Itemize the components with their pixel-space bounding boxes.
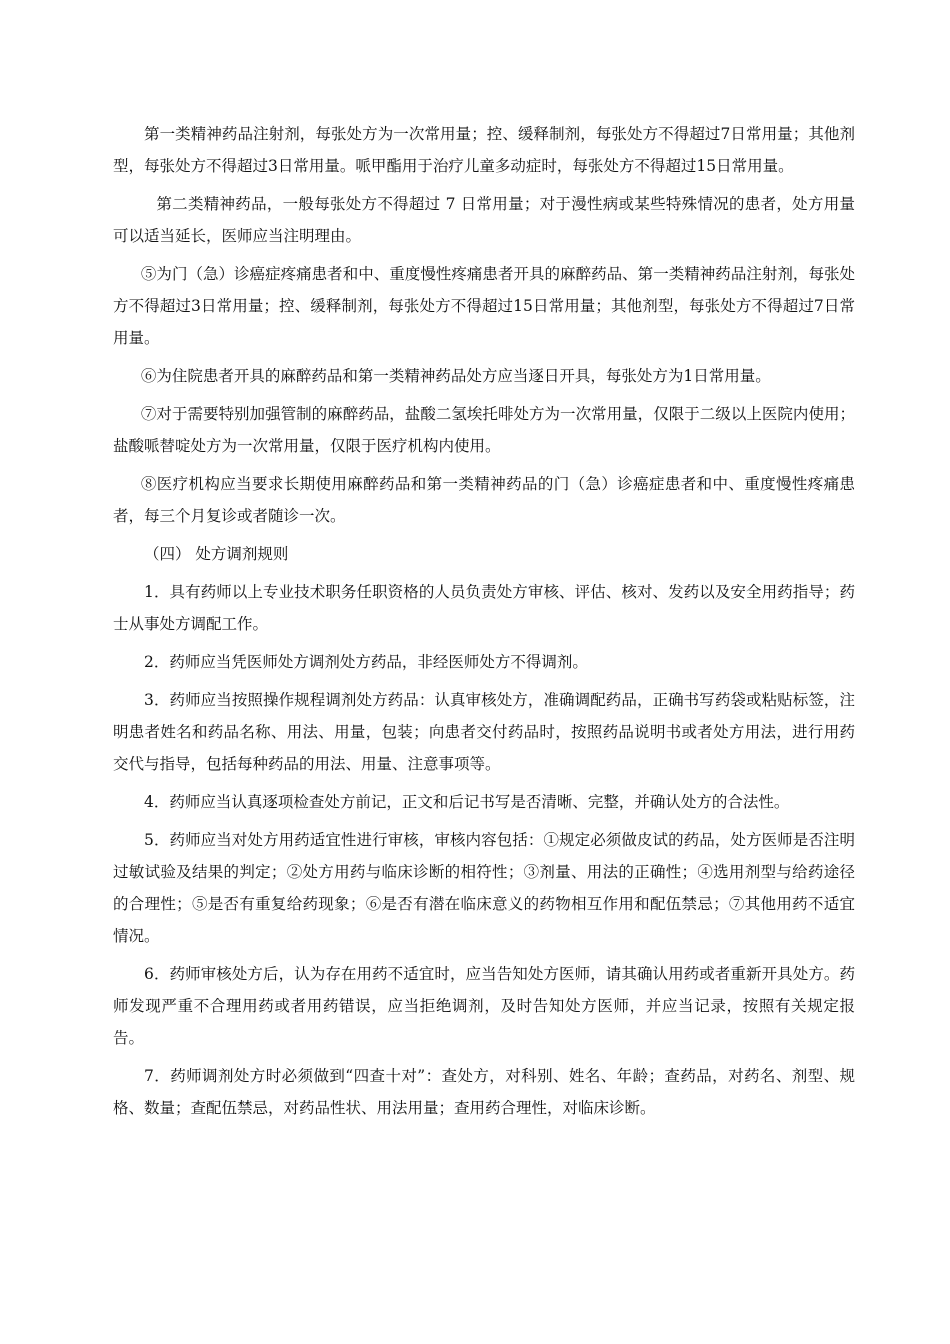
paragraph-item-5: ⑤为门（急）诊癌症疼痛患者和中、重度慢性疼痛患者开具的麻醉药品、第一类精神药品注射剂，每张处方不得超过3日常用量；控、缓释制剂，每张处方不得超过15日常用量；其他剂型，每张处方不得超过7日常用量。 bbox=[113, 265, 855, 348]
paragraph-rule-1: 1．具有药师以上专业技术职务任职资格的人员负责处方审核、评估、核对、发药以及安全用药指导；药士从事处方调配工作。 bbox=[113, 582, 855, 633]
paragraph-item-8: ⑧医疗机构应当要求长期使用麻醉药品和第一类精神药品的门（急）诊癌症患者和中、重度慢性疼痛患者，每三个月复诊或者随诊一次。 bbox=[113, 475, 855, 526]
paragraph-item-6: ⑥为住院患者开具的麻醉药品和第一类精神药品处方应当逐日开具，每张处方为1日常用量。 bbox=[140, 367, 771, 386]
paragraph-rule-5: 5．药师应当对处方用药适宜性进行审核，审核内容包括：①规定必须做皮试的药品，处方医师是否注明过敏试验及结果的判定；②处方用药与临床诊断的相符性；③剂量、用法的正确性；④选用剂型与给药途径的合理性；⑤是否有重复给药现象；⑥是否有潜在临床意义的药物相互作用和配伍禁忌；⑦其他用药不适宜情况。 bbox=[113, 830, 855, 946]
paragraph-rule-7: 7．药师调剂处方时必须做到“四查十对”：查处方，对科别、姓名、年龄；查药品，对药名、剂型、规格、数量；查配伍禁忌，对药品性状、用法用量；查用药合理性，对临床诊断。 bbox=[113, 1067, 855, 1118]
paragraph-first-class-psychotropic: 第一类精神药品注射剂，每张处方为一次常用量；控、缓释制剂，每张处方不得超过7日常用量；其他剂型，每张处方不得超过3日常用量。哌甲酯用于治疗儿童多动症时，每张处方不得超过15日常用量。 bbox=[113, 125, 855, 176]
paragraph-rule-3: 3．药师应当按照操作规程调剂处方药品：认真审核处方，准确调配药品，正确书写药袋或粘贴标签，注明患者姓名和药品名称、用法、用量，包装；向患者交付药品时，按照药品说明书或者处方用法，进行用药交代与指导，包括每种药品的用法、用量、注意事项等。 bbox=[113, 690, 855, 773]
paragraph-rule-4: 4．药师应当认真逐项检查处方前记，正文和后记书写是否清晰、完整，并确认处方的合法性。 bbox=[144, 792, 790, 811]
paragraph-rule-2: 2．药师应当凭医师处方调剂处方药品，非经医师处方不得调剂。 bbox=[144, 652, 588, 671]
document-page bbox=[113, 118, 855, 1130]
paragraph-rule-6: 6．药师审核处方后，认为存在用药不适宜时，应当告知处方医师，请其确认用药或者重新开具处方。药师发现严重不合理用药或者用药错误，应当拒绝调剂，及时告知处方医师，并应当记录，按照有关规定报告。 bbox=[113, 965, 855, 1048]
section-heading-dispensing-rules: （四） 处方调剂规则 bbox=[144, 545, 289, 563]
paragraph-item-7: ⑦对于需要特别加强管制的麻醉药品，盐酸二氢埃托啡处方为一次常用量，仅限于二级以上医院内使用；盐酸哌替啶处方为一次常用量，仅限于医疗机构内使用。 bbox=[113, 405, 855, 456]
paragraph-second-class-psychotropic: 第二类精神药品，一般每张处方不得超过 7 日常用量；对于漫性病或某些特殊情况的患者，处方用量可以适当延长，医师应当注明理由。 bbox=[113, 195, 855, 246]
